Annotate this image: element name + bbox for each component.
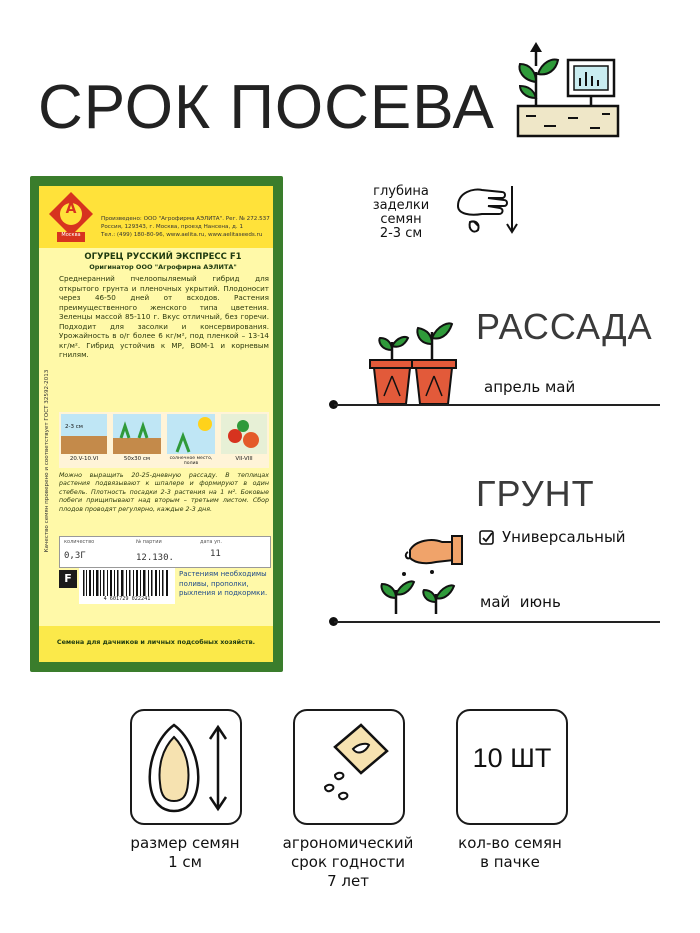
seedling-pots-icon	[366, 318, 466, 408]
seed-packet-icon	[295, 711, 403, 823]
publisher-logo: F	[59, 570, 77, 588]
variety-description: Среднеранний пчелоопыляемый гибрид для открытого грунта и пленочных укрытий. Плодоносит через 46-50 дней от всходов. Растения преимущественного женского типа цветения. Зеленцы массой 85-110 г. Вкус отличный, без горечи. Подходит для засолки и консервирования. Урожайность в о/г более 6 кг/м², под пленкой – 13-14 кг/м². Гибрид устойчив к МР, ВОМ-1 и корневым гнилям.	[59, 274, 269, 359]
stamp-qty: 0,3Г	[64, 551, 86, 561]
ground-months: май июнь	[480, 593, 561, 611]
brand-letter: А	[65, 201, 77, 217]
plant-growth-icon	[512, 36, 622, 144]
stamp-header-batch: № партии	[136, 539, 162, 545]
ground-timeline	[334, 621, 660, 623]
icon-label-spacing: 50x30 см	[123, 456, 151, 462]
depth-text	[358, 185, 444, 241]
depth-line-2: заделки	[372, 198, 430, 213]
icon-label-harvest: VII-VIII	[235, 456, 253, 462]
shelf-life-caption-line-1: агрономический	[282, 834, 414, 852]
depth-line-4: 2-3 см	[379, 226, 423, 241]
icon-label-date: 20.V-10.VI	[69, 456, 99, 462]
seed-size-caption	[100, 834, 270, 872]
seed-size-card	[130, 709, 242, 825]
check-icon	[478, 529, 496, 547]
ground-label: ГРУНТ	[476, 473, 595, 514]
stamp-date: 11	[210, 549, 221, 559]
brand-city: Москва	[61, 232, 81, 238]
seed-count-caption	[425, 834, 595, 872]
depth-line-1: глубина	[373, 184, 429, 199]
shelf-life-caption	[262, 834, 434, 891]
seed-size-caption-line-2: 1 см	[168, 853, 202, 871]
care-note: Растениям необходимы поливы, прополки, рыхления и подкормки.	[179, 570, 268, 597]
barcode-number: 4 601729 022241	[103, 596, 151, 602]
depth-mini-label: 2-3 см	[65, 424, 83, 430]
sowing-hand-icon	[452, 182, 522, 248]
seed-count-card	[456, 709, 568, 825]
page-title: СРОК ПОСЕВА	[38, 73, 495, 142]
seed-count-caption-line-2: в пачке	[480, 853, 540, 871]
seedling-timeline	[334, 404, 660, 406]
gost-note: Качество семян проверено и соответствует ГОСТ 32592-2013	[44, 369, 50, 553]
growing-instructions: Можно выращить 20-25-дневную рассаду. В теплицах растения подвязывают к шпалере и формируют в один стебель. Плотность посадки 2-3 растения на 1 м². Боковые побеги прищипывают над вторым – третьим листом. Сбор плодов проводят регулярно, каждые 2-3 дня.	[59, 472, 269, 513]
batch-stamp	[59, 536, 271, 568]
producer-text: Произведено: ООО "Агрофирма АЭЛИТА". Рег. № 272.537	[101, 216, 270, 222]
packet-footer-text: Семена для дачников и личных подсобных хозяйств.	[56, 638, 256, 646]
packet-footer	[39, 626, 273, 662]
planting-hand-icon	[376, 532, 466, 618]
soil-type: Универсальный	[502, 528, 626, 546]
depth-line-3: семян	[380, 212, 422, 227]
shelf-life-card	[293, 709, 405, 825]
icon-label-sun: солнечное место, полив	[169, 456, 213, 466]
packet-header	[39, 186, 273, 248]
seed-packet	[30, 176, 283, 672]
stamp-batch: 12.130.	[136, 553, 174, 563]
contacts-text: Тел.: (499) 180-80-96, www.aelita.ru, www.aelitaseeds.ru	[101, 232, 263, 238]
seed-size-icon	[132, 711, 240, 823]
originator-text: Оригинатор ООО "Агрофирма АЭЛИТА"	[89, 263, 237, 271]
address-text: Россия, 129343, г. Москва, проезд Нансена, д. 1	[101, 224, 244, 230]
variety-name: ОГУРЕЦ РУССКИЙ ЭКСПРЕСС F1	[84, 252, 242, 262]
stamp-header-qty: количество	[64, 539, 95, 545]
shelf-life-caption-line-3: 7 лет	[327, 872, 369, 890]
seedling-label: РАССАДА	[476, 306, 653, 347]
seed-count-caption-line-1: кол-во семян	[458, 834, 562, 852]
seed-count-value: 10 ШТ	[472, 743, 552, 773]
seedling-months: апрель май	[484, 378, 576, 396]
sowing-icons	[59, 412, 269, 456]
seed-size-caption-line-1: размер семян	[130, 834, 240, 852]
shelf-life-caption-line-2: срок годности	[291, 853, 405, 871]
sowing-icons-row	[59, 412, 269, 468]
stamp-header-date: дата уп.	[200, 539, 222, 545]
